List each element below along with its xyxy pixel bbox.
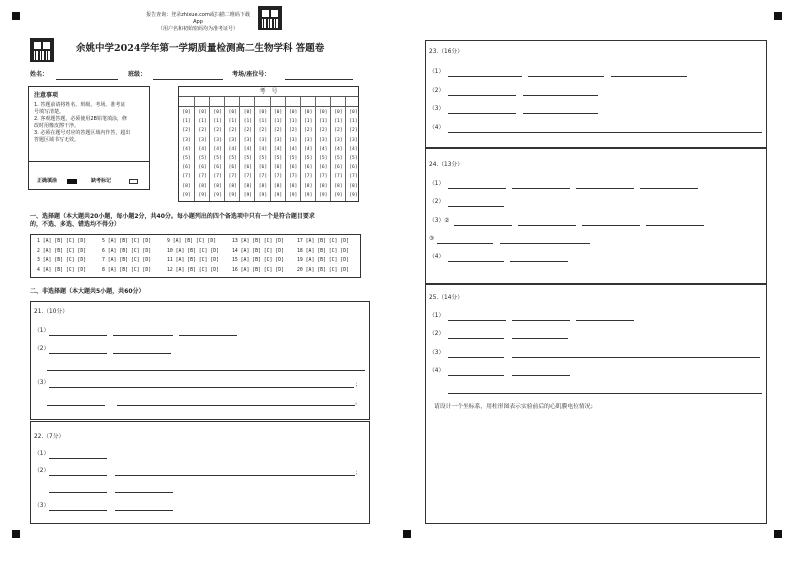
- q21-part3: （3）: [34, 380, 50, 386]
- q21-title: 21.（10分）: [34, 309, 68, 315]
- q23-answer-3b[interactable]: [523, 113, 598, 114]
- exam-number-digit[interactable]: [7]: [319, 174, 328, 180]
- exam-number-digit[interactable]: [1]: [198, 119, 207, 125]
- corner-marker: [774, 530, 782, 538]
- exam-number-digit[interactable]: [2]: [334, 128, 343, 134]
- exam-number-digit[interactable]: [7]: [273, 174, 283, 180]
- exam-number-digit[interactable]: [2]: [288, 128, 298, 134]
- exam-number-digit[interactable]: [5]: [288, 156, 298, 161]
- q24-part3-sub: ③: [429, 236, 435, 242]
- exam-number-digit[interactable]: [2]: [273, 128, 283, 134]
- mc-question-row[interactable]: 12 [A] [B] [C] [D]: [167, 267, 219, 273]
- exam-number-digit[interactable]: [4]: [304, 146, 313, 152]
- exam-number-column: [315, 97, 330, 201]
- name-label: 姓名：: [30, 71, 49, 78]
- exam-number-digit[interactable]: [7]: [349, 174, 358, 180]
- q25-part4: （4）: [429, 368, 445, 374]
- exam-number-column: [270, 97, 285, 201]
- q25-answer-1c[interactable]: [576, 320, 634, 321]
- exam-number-digit[interactable]: [4]: [243, 146, 253, 152]
- qr-code-left: [30, 38, 54, 62]
- q21-part1: （1）: [34, 328, 50, 334]
- exam-number-digit[interactable]: [7]: [304, 174, 313, 180]
- exam-number-column: [239, 97, 254, 201]
- exam-number-column: [194, 97, 209, 201]
- section1-title-line1: 一、选择题（本大题共20小题，每小题2分，共40分。每小题列出的四个备选项中只有一个是符合题目要求: [30, 213, 315, 220]
- q25-answer-3a[interactable]: [448, 357, 504, 358]
- exam-number-digit[interactable]: [5]: [319, 156, 328, 161]
- exam-number-digit[interactable]: [5]: [228, 156, 237, 161]
- exam-number-digit[interactable]: [3]: [198, 137, 207, 143]
- exam-number-digit[interactable]: [0]: [349, 110, 358, 115]
- exam-number-digit[interactable]: [7]: [243, 174, 253, 180]
- exam-number-digit[interactable]: [1]: [349, 119, 358, 125]
- mc-question-row[interactable]: 8 [A] [B] [C] [D]: [102, 267, 152, 273]
- corner-marker: [403, 530, 411, 538]
- exam-number-digit[interactable]: [3]: [334, 137, 343, 143]
- exam-number-digit[interactable]: [1]: [258, 119, 268, 125]
- exam-number-column: [254, 97, 269, 201]
- name-field[interactable]: [56, 79, 118, 80]
- exam-number-digit[interactable]: [8]: [182, 183, 191, 189]
- q23-part3: （3）: [429, 106, 445, 112]
- notes-divider: [29, 161, 149, 162]
- exam-number-digit[interactable]: [9]: [319, 192, 328, 198]
- exam-number-digit[interactable]: [0]: [198, 110, 207, 115]
- report-notice: [142, 12, 254, 33]
- q21-answer-2c[interactable]: [47, 370, 365, 371]
- mc-question-row[interactable]: 15 [A] [B] [C] [D]: [232, 258, 284, 263]
- exam-number-digit[interactable]: [9]: [349, 192, 358, 198]
- q23-part2: （2）: [429, 88, 445, 94]
- exam-number-digit[interactable]: [0]: [334, 110, 343, 115]
- exam-number-digit[interactable]: [5]: [304, 156, 313, 161]
- q25-part1: （1）: [429, 313, 445, 319]
- q24-answer-3b[interactable]: [518, 225, 576, 226]
- exam-number-digit[interactable]: [4]: [273, 146, 283, 152]
- exam-number-columns: [179, 97, 358, 201]
- q25-answer-1b[interactable]: [512, 320, 570, 321]
- q24-answer-2[interactable]: [448, 206, 504, 207]
- qr-code-top: [258, 6, 282, 30]
- exam-number-digit[interactable]: [5]: [349, 156, 358, 161]
- q23-answer-4[interactable]: [448, 132, 762, 133]
- notes-line: 1. 答题前请将姓名、班级、考场、准考证: [34, 102, 126, 108]
- exam-number-digit[interactable]: [5]: [258, 156, 268, 161]
- exam-number-digit[interactable]: [3]: [258, 137, 268, 143]
- corner-marker: [12, 530, 20, 538]
- exam-number-digit[interactable]: [3]: [213, 137, 222, 143]
- exam-number-digit[interactable]: [5]: [273, 156, 283, 161]
- q24-part2: （2）: [429, 199, 445, 205]
- exam-number-digit[interactable]: [9]: [258, 192, 268, 198]
- q24-answer-1d[interactable]: [640, 188, 698, 189]
- q24-answer-3a[interactable]: [454, 225, 512, 226]
- mc-question-row[interactable]: 3 [A] [B] [C] [D]: [37, 258, 87, 263]
- exam-number-digit[interactable]: [6]: [213, 165, 222, 171]
- q22-part3: （3）: [34, 503, 50, 509]
- exam-number-column: [224, 97, 239, 201]
- exam-number-digit[interactable]: [1]: [213, 119, 222, 125]
- q25-graph-area[interactable]: [434, 415, 760, 519]
- q24-title: 24.（13分）: [429, 162, 463, 168]
- exam-number-digit[interactable]: [6]: [198, 165, 207, 171]
- exam-number-digit[interactable]: [7]: [213, 174, 222, 180]
- exam-number-digit[interactable]: [0]: [258, 110, 268, 115]
- exam-number-column: [209, 97, 224, 201]
- notes-list: [34, 102, 130, 144]
- exam-number-digit[interactable]: [9]: [334, 192, 343, 198]
- exam-number-digit[interactable]: [6]: [288, 165, 298, 171]
- exam-title: 余姚中学2024学年第一学期质量检测高二生物学科 答题卷: [76, 43, 325, 54]
- report-notice-line2: （用户名和初始密码均为准考证号）: [157, 26, 238, 32]
- exam-number-column: [330, 97, 345, 201]
- exam-number-column: [300, 97, 315, 201]
- exam-number-digit[interactable]: [2]: [213, 128, 222, 134]
- exam-number-digit[interactable]: [3]: [182, 137, 191, 143]
- mc-question-row[interactable]: 14 [A] [B] [C] [D]: [232, 248, 284, 254]
- q22-title: 22.（7分）: [34, 434, 65, 440]
- exam-number-digit[interactable]: [3]: [304, 137, 313, 143]
- q22-answer-2d[interactable]: [115, 492, 173, 493]
- notes-line: 号填写清楚。: [34, 109, 65, 115]
- mc-question-row[interactable]: 6 [A] [B] [C] [D]: [102, 248, 152, 254]
- q21-answer-3c[interactable]: [117, 405, 355, 406]
- exam-number-digit[interactable]: [8]: [349, 183, 358, 189]
- q21-part2: （2）: [34, 346, 50, 352]
- exam-number-digit[interactable]: [1]: [304, 119, 313, 125]
- exam-number-digit[interactable]: [0]: [228, 110, 237, 115]
- q25-answer-1a[interactable]: [448, 320, 506, 321]
- exam-number-digit[interactable]: [3]: [228, 137, 237, 143]
- mc-question-row[interactable]: 9 [A] [B] [C] [D]: [167, 239, 217, 244]
- exam-number-digit[interactable]: [0]: [273, 110, 283, 115]
- exam-number-digit[interactable]: [1]: [334, 119, 343, 125]
- exam-number-digit[interactable]: [8]: [258, 183, 268, 189]
- exam-number-digit[interactable]: [0]: [304, 110, 313, 115]
- notes-line: 2. 客观题答题，必须使用2B铅笔填涂，修: [34, 116, 127, 122]
- mc-question-row[interactable]: 4 [A] [B] [C] [D]: [37, 267, 87, 273]
- mc-question-row[interactable]: 18 [A] [B] [C] [D]: [297, 248, 349, 254]
- q25-answer-2a[interactable]: [448, 338, 504, 339]
- corner-marker: [12, 12, 20, 20]
- exam-number-digit[interactable]: [2]: [228, 128, 237, 134]
- q25-box: [425, 284, 767, 524]
- q25-answer-4a[interactable]: [448, 375, 504, 376]
- q23-part1: （1）: [429, 69, 445, 75]
- notes-line: 改时用橡皮擦干净。: [34, 123, 80, 129]
- room-label: 考场/座位号：: [232, 71, 271, 78]
- q24-answer-3d[interactable]: [646, 225, 704, 226]
- q25-graph-prompt: 请设计一个坐标系，用柱形图表示实验前后的心肌膜电位情况；: [434, 404, 597, 410]
- mc-question-row[interactable]: 1 [A] [B] [C] [D]: [37, 239, 87, 244]
- exam-number-digit[interactable]: [4]: [288, 146, 298, 152]
- section1-title-line2: 的，不选、多选、错选均不得分）: [30, 221, 121, 228]
- q24-answer-4b[interactable]: [510, 261, 568, 262]
- q25-part2: （2）: [429, 331, 445, 337]
- q25-answer-4c[interactable]: [448, 393, 762, 394]
- exam-number-digit[interactable]: [5]: [213, 156, 222, 161]
- q22-answer-3a[interactable]: [49, 510, 107, 511]
- q21-answer-3b[interactable]: [47, 405, 105, 406]
- exam-number-digit[interactable]: [2]: [319, 128, 328, 134]
- q25-part3: （3）: [429, 350, 445, 356]
- exam-number-digit[interactable]: [4]: [213, 146, 222, 152]
- class-label: 班级：: [128, 71, 147, 78]
- exam-number-digit[interactable]: [3]: [243, 137, 253, 143]
- q22-answer-2a[interactable]: [49, 475, 107, 476]
- exam-number-digit[interactable]: [2]: [198, 128, 207, 134]
- exam-number-digit[interactable]: [3]: [273, 137, 283, 143]
- exam-number-digit[interactable]: [8]: [213, 183, 222, 189]
- correct-fill-label: 正确填涂: [37, 178, 58, 184]
- exam-number-digit[interactable]: [6]: [304, 165, 313, 171]
- correct-fill-sample: [67, 179, 77, 184]
- q25-title: 25.（14分）: [429, 295, 463, 301]
- q21-answer-1c[interactable]: [179, 335, 237, 336]
- mc-question-row[interactable]: 20 [A] [B] [C] [D]: [297, 267, 349, 273]
- exam-number-digit[interactable]: [4]: [228, 146, 237, 152]
- q21-box: [30, 301, 370, 420]
- exam-number-digit[interactable]: [6]: [182, 165, 191, 171]
- exam-number-digit[interactable]: [7]: [258, 174, 268, 180]
- q24-answer-4a[interactable]: [448, 261, 504, 262]
- room-field[interactable]: [285, 79, 353, 80]
- q24-answer-3e[interactable]: [437, 243, 493, 244]
- exam-number-digit[interactable]: [0]: [243, 110, 253, 115]
- exam-number-digit[interactable]: [2]: [349, 128, 358, 134]
- q22-part1: （1）: [34, 451, 50, 457]
- exam-number-digit[interactable]: [7]: [198, 174, 207, 180]
- exam-number-digit[interactable]: [9]: [228, 192, 237, 198]
- exam-number-digit[interactable]: [9]: [304, 192, 313, 198]
- mc-question-row[interactable]: 7 [A] [B] [C] [D]: [102, 258, 152, 263]
- q21-period: 。: [355, 400, 361, 406]
- q24-part4: （4）: [429, 254, 445, 260]
- q21-answer-2a[interactable]: [49, 353, 107, 354]
- mc-question-row[interactable]: 17 [A] [B] [C] [D]: [297, 239, 349, 244]
- q21-answer-3a[interactable]: [49, 387, 354, 388]
- section1-title: [30, 213, 360, 229]
- exam-number-digit[interactable]: [1]: [273, 119, 283, 125]
- exam-number-digit[interactable]: [0]: [182, 110, 191, 115]
- q25-answer-3b[interactable]: [512, 357, 760, 358]
- q23-answer-2a[interactable]: [448, 95, 516, 96]
- exam-number-digit[interactable]: [8]: [334, 183, 343, 189]
- exam-number-digit[interactable]: [6]: [334, 165, 343, 171]
- exam-number-digit[interactable]: [0]: [288, 110, 298, 115]
- exam-number-digit[interactable]: [7]: [288, 174, 298, 180]
- mc-question-row[interactable]: 5 [A] [B] [C] [D]: [102, 239, 152, 244]
- q24-part3: （3）②: [429, 218, 450, 224]
- mc-question-row[interactable]: 16 [A] [B] [C] [D]: [232, 267, 284, 273]
- exam-number-digit[interactable]: [8]: [243, 183, 253, 189]
- mc-answer-area: [31, 237, 360, 277]
- mc-question-row[interactable]: 13 [A] [B] [C] [D]: [232, 239, 284, 244]
- q21-answer-1a[interactable]: [49, 335, 107, 336]
- exam-number-digit[interactable]: [4]: [182, 146, 191, 152]
- exam-number-column: [345, 97, 360, 201]
- exam-number-digit[interactable]: [5]: [182, 156, 191, 161]
- q23-answer-1b[interactable]: [528, 76, 604, 77]
- exam-number-digit[interactable]: [0]: [319, 110, 328, 115]
- q22-part2: （2）: [34, 468, 50, 474]
- notes-box: [28, 86, 150, 190]
- exam-number-digit[interactable]: [5]: [198, 156, 207, 161]
- exam-number-digit[interactable]: [8]: [273, 183, 283, 189]
- exam-number-digit[interactable]: [1]: [288, 119, 298, 125]
- exam-number-digit[interactable]: [2]: [258, 128, 268, 134]
- notes-line: 答题区域书写无效。: [34, 137, 80, 143]
- q21-answer-1b[interactable]: [113, 335, 173, 336]
- exam-number-digit[interactable]: [8]: [319, 183, 328, 189]
- exam-number-digit[interactable]: [2]: [182, 128, 191, 134]
- exam-number-digit[interactable]: [6]: [258, 165, 268, 171]
- exam-number-digit[interactable]: [6]: [243, 165, 253, 171]
- exam-number-digit[interactable]: [7]: [228, 174, 237, 180]
- exam-number-digit[interactable]: [8]: [198, 183, 207, 189]
- section2-title: 二、非选择题（本大题共5小题，共60分）: [30, 288, 145, 295]
- exam-number-digit[interactable]: [3]: [288, 137, 298, 143]
- exam-number-digit[interactable]: [1]: [182, 119, 191, 125]
- q23-part4: （4）: [429, 125, 445, 131]
- q24-answer-1a[interactable]: [448, 188, 506, 189]
- exam-number-digit[interactable]: [2]: [243, 128, 253, 134]
- exam-number-digit[interactable]: [9]: [273, 192, 283, 198]
- q22-answer-1[interactable]: [49, 458, 107, 459]
- exam-number-header: 考 号: [179, 87, 358, 97]
- exam-number-digit[interactable]: [8]: [228, 183, 237, 189]
- exam-number-digit[interactable]: [1]: [319, 119, 328, 125]
- notes-heading: 注意事项: [34, 92, 59, 99]
- exam-number-digit[interactable]: [4]: [258, 146, 268, 152]
- exam-number-digit[interactable]: [0]: [213, 110, 222, 115]
- q23-answer-3a[interactable]: [448, 113, 516, 114]
- exam-number-digit[interactable]: [6]: [228, 165, 237, 171]
- q25-answer-4b[interactable]: [512, 375, 570, 376]
- exam-number-digit[interactable]: [5]: [334, 156, 343, 161]
- exam-number-digit[interactable]: [9]: [198, 192, 207, 198]
- mc-question-row[interactable]: 2 [A] [B] [C] [D]: [37, 248, 87, 254]
- q24-answer-1c[interactable]: [576, 188, 634, 189]
- exam-number-column: [179, 97, 194, 201]
- q23-box: [425, 40, 767, 148]
- q22-answer-2b[interactable]: [115, 475, 355, 476]
- q23-answer-1c[interactable]: [611, 76, 687, 77]
- exam-number-digit[interactable]: [8]: [304, 183, 313, 189]
- q23-answer-2b[interactable]: [523, 95, 598, 96]
- exam-number-column: [285, 97, 300, 201]
- exam-number-digit[interactable]: [9]: [213, 192, 222, 198]
- report-notice-line1: 报告查询：登录zhixue.com或扫描二维码下载App: [146, 12, 250, 25]
- exam-number-digit[interactable]: [6]: [349, 165, 358, 171]
- q21-answer-2b[interactable]: [113, 353, 171, 354]
- exam-number-digit[interactable]: [2]: [304, 128, 313, 134]
- exam-number-digit[interactable]: [6]: [319, 165, 328, 171]
- exam-number-digit[interactable]: [7]: [334, 174, 343, 180]
- q22-answer-3b[interactable]: [115, 510, 173, 511]
- exam-number-digit[interactable]: [1]: [243, 119, 253, 125]
- exam-number-digit[interactable]: [6]: [273, 165, 283, 171]
- q24-answer-3f[interactable]: [500, 243, 590, 244]
- q24-box: [425, 148, 767, 284]
- exam-number-digit[interactable]: [9]: [182, 192, 191, 198]
- mc-question-row[interactable]: 10 [A] [B] [C] [D]: [167, 248, 219, 254]
- q22-box: [30, 421, 370, 524]
- q24-part1: （1）: [429, 181, 445, 187]
- q24-answer-3c[interactable]: [582, 225, 640, 226]
- exam-number-digit[interactable]: [9]: [288, 192, 298, 198]
- absent-mark-box[interactable]: [129, 179, 138, 184]
- exam-number-digit[interactable]: [3]: [319, 137, 328, 143]
- mc-question-row[interactable]: 19 [A] [B] [C] [D]: [297, 258, 349, 263]
- q23-title: 23.（16分）: [429, 49, 463, 55]
- q24-answer-1b[interactable]: [512, 188, 570, 189]
- q23-answer-1a[interactable]: [448, 76, 522, 77]
- q25-answer-2b[interactable]: [512, 338, 568, 339]
- exam-number-digit[interactable]: [4]: [349, 146, 358, 152]
- notes-line: 3. 必须在题号对应的答题区域内作答，超出: [34, 130, 131, 136]
- exam-number-digit[interactable]: [9]: [243, 192, 253, 198]
- exam-number-digit[interactable]: [8]: [288, 183, 298, 189]
- absent-mark-label: 缺考标记: [91, 178, 112, 184]
- exam-number-digit[interactable]: [7]: [182, 174, 191, 180]
- q22-semicolon: ；: [355, 470, 361, 476]
- mc-question-row[interactable]: 11 [A] [B] [C] [D]: [167, 258, 219, 263]
- class-field[interactable]: [153, 79, 223, 80]
- exam-number-digit[interactable]: [4]: [198, 146, 207, 152]
- exam-number-digit[interactable]: [5]: [243, 156, 253, 161]
- exam-number-digit[interactable]: [3]: [349, 137, 358, 143]
- exam-number-grid: [178, 86, 359, 202]
- corner-marker: [774, 12, 782, 20]
- q22-answer-2c[interactable]: [49, 492, 107, 493]
- exam-number-digit[interactable]: [4]: [319, 146, 328, 152]
- mc-answer-box: [30, 234, 361, 278]
- q21-semicolon: ；: [355, 382, 361, 388]
- exam-number-digit[interactable]: [4]: [334, 146, 343, 152]
- exam-number-digit[interactable]: [1]: [228, 119, 237, 125]
